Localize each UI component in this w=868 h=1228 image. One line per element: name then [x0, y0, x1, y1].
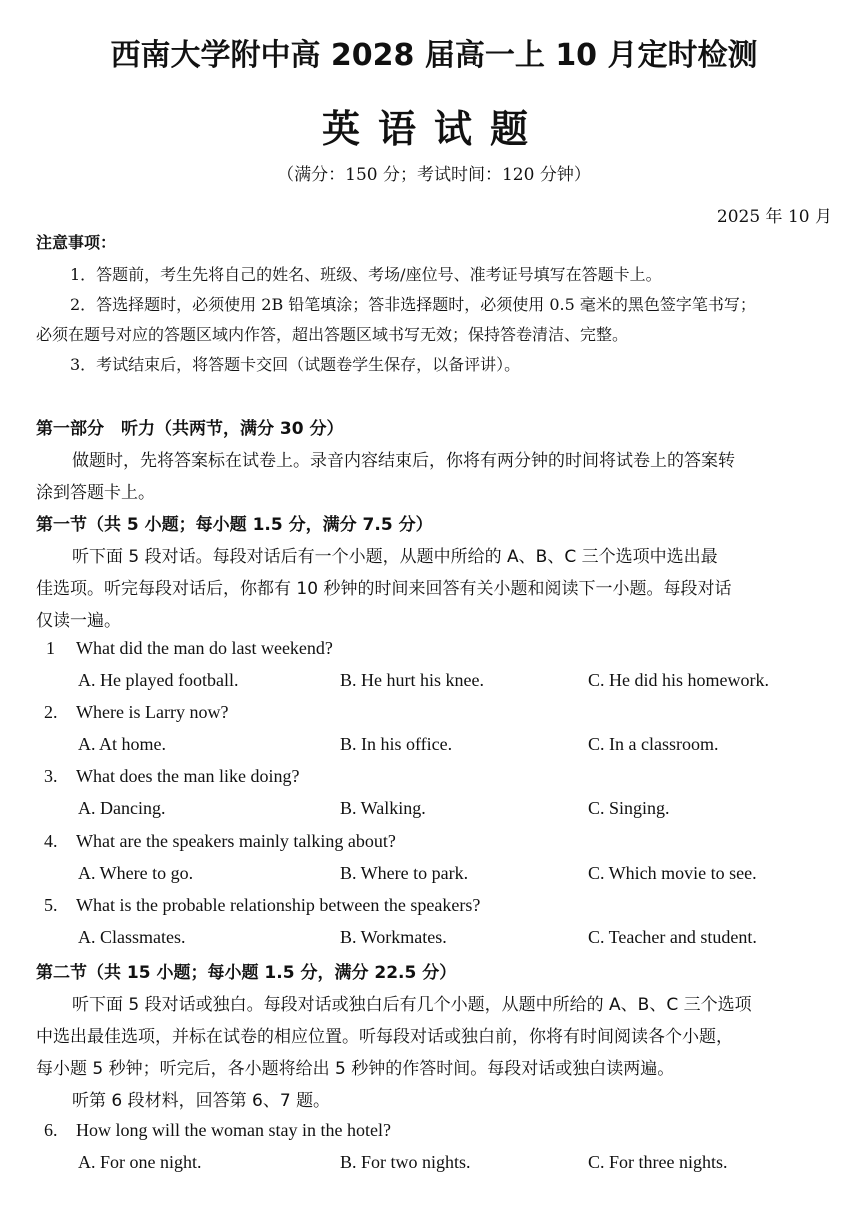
question-number: 2. [44, 702, 58, 722]
part1-intro-line: 做题时，先将答案标在试卷上。录音内容结束后，你将有两分钟的时间将试卷上的答案转 [72, 451, 735, 471]
option-c: C. In a classroom. [588, 734, 719, 754]
question-text: How long will the woman stay in the hotel? [76, 1120, 391, 1140]
option-a: A. Dancing. [78, 798, 166, 818]
option-c: C. Singing. [588, 798, 670, 818]
option-c: C. For three nights. [588, 1152, 728, 1172]
note-item: 必须在题号对应的答题区域内作答，超出答题区域书写无效；保持答卷清洁、完整。 [36, 325, 629, 344]
section2-heading: 第二节（共 15 小题；每小题 1.5 分，满分 22.5 分） [36, 963, 457, 983]
score-time-info: （满分：150 分；考试时间：120 分钟） [277, 165, 591, 185]
option-b: B. Where to park. [340, 863, 469, 883]
notes-heading: 注意事项： [36, 233, 117, 252]
section2-intro-line: 听下面 5 段对话或独白。每段对话或独白后有几个小题，从题中所给的 A、B、C 三个选项 [72, 995, 752, 1015]
part1-heading: 第一部分 听力（共两节，满分 30 分） [36, 419, 344, 439]
option-a: A. Classmates. [78, 927, 186, 947]
option-b: B. Workmates. [340, 927, 447, 947]
question-text: What does the man like doing? [76, 766, 300, 786]
section1-intro-line: 仅读一遍。 [36, 611, 121, 631]
question-number: 1 [46, 638, 55, 658]
question-text: Where is Larry now? [76, 702, 229, 722]
option-b: B. He hurt his knee. [340, 670, 484, 690]
question-number: 3. [44, 766, 58, 786]
question-text: What did the man do last weekend? [76, 638, 333, 658]
subject-title: 英语试题 [321, 106, 546, 151]
question-text: What is the probable relationship between the speakers? [76, 895, 481, 915]
option-c: C. He did his homework. [588, 670, 769, 690]
material-instruction: 听第 6 段材料，回答第 6、7 题。 [72, 1091, 331, 1111]
section1-intro-line: 佳选项。听完每段对话后，你都有 10 秒钟的时间来回答有关小题和阅读下一小题。每段对话 [36, 579, 732, 599]
option-a: A. Where to go. [78, 863, 194, 883]
option-c: C. Teacher and student. [588, 927, 757, 947]
note-item: 1．答题前，考生先将自己的姓名、班级、考场/座位号、准考证号填写在答题卡上。 [70, 265, 662, 284]
section2-intro-line: 每小题 5 秒钟；听完后，各小题将给出 5 秒钟的作答时间。每段对话或独白读两遍。 [36, 1059, 675, 1079]
note-item: 3．考试结束后，将答题卡交回（试题卷学生保存，以备评讲）。 [70, 355, 521, 374]
section1-heading: 第一节（共 5 小题；每小题 1.5 分，满分 7.5 分） [36, 515, 433, 535]
option-a: A. For one night. [78, 1152, 202, 1172]
exam-title: 西南大学附中高 2028 届高一上 10 月定时检测 [110, 38, 758, 73]
option-a: A. He played football. [78, 670, 239, 690]
part1-intro-line: 涂到答题卡上。 [36, 483, 155, 503]
question-number: 4. [44, 831, 58, 851]
option-b: B. For two nights. [340, 1152, 471, 1172]
note-item: 2．答选择题时，必须使用 2B 铅笔填涂；答非选择题时，必须使用 0.5 毫米的黑色签字笔书写； [70, 295, 756, 314]
question-number: 5. [44, 895, 58, 915]
question-text: What are the speakers mainly talking about? [76, 831, 396, 851]
section2-intro-line: 中选出最佳选项，并标在试卷的相应位置。听每段对话或独白前，你将有时间阅读各个小题， [36, 1027, 733, 1047]
question-number: 6. [44, 1120, 58, 1140]
section1-intro-line: 听下面 5 段对话。每段对话后有一个小题，从题中所给的 A、B、C 三个选项中选出最 [72, 547, 718, 567]
option-b: B. Walking. [340, 798, 426, 818]
exam-date: 2025 年 10 月 [716, 207, 832, 227]
option-c: C. Which movie to see. [588, 863, 757, 883]
option-a: A. At home. [78, 734, 166, 754]
option-b: B. In his office. [340, 734, 453, 754]
